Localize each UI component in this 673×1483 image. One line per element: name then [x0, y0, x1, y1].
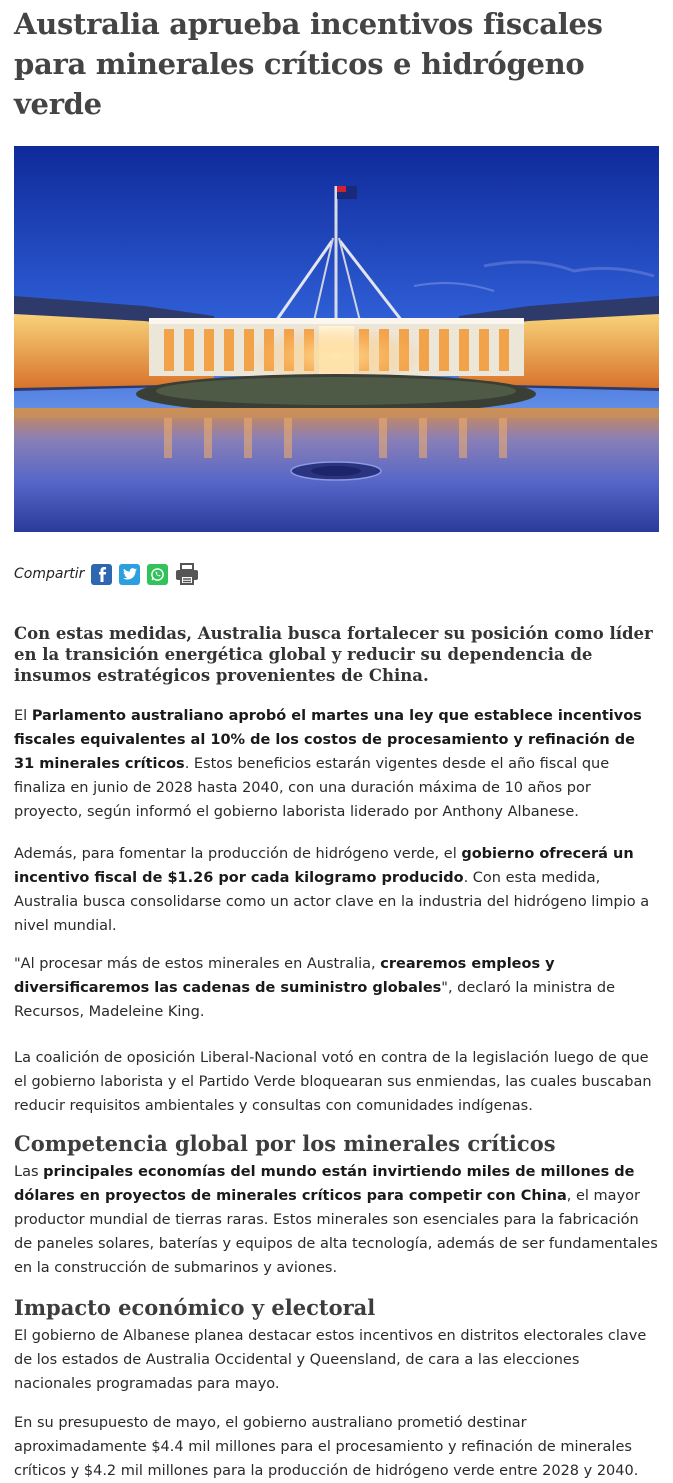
facebook-icon[interactable] [91, 564, 112, 585]
article-paragraph: La coalición de oposición Liberal-Nacional votó en contra de la legislación luego de que el gobierno laborista y el Partido Verde bloquearan sus enmiendas, las cuales buscaban reducir requisitos ambientales y consultas con comunidades indígenas. [14, 1050, 652, 1114]
share-label: Compartir [14, 566, 85, 582]
section-heading: Competencia global por los minerales críticos [14, 1131, 556, 1156]
whatsapp-icon[interactable] [147, 564, 168, 585]
share-bar [14, 561, 659, 587]
article-lead: Con estas medidas, Australia busca fortalecer su posición como líder en la transición energética global y reducir su dependencia de insumos estratégicos provenientes de China. [14, 624, 653, 685]
article-paragraph: El gobierno de Albanese planea destacar estos incentivos en distritos electorales clave de los estados de Australia Occidental y Queensland, de cara a las elecciones nacionales programadas para mayo. [14, 1328, 647, 1392]
article-title: Australia aprueba incentivos fiscales para minerales críticos e hidrógeno verde [14, 7, 603, 121]
article-paragraph: Además, para fomentar la producción de hidrógeno verde, el gobierno ofrecerá un incentivo fiscal de $1.26 por cada kilogramo producido. Con esta medida, Australia busca consolidarse como un actor clave en la industria del hidrógeno limpio a nivel mundial. [14, 846, 650, 934]
twitter-icon[interactable] [119, 564, 140, 585]
article-paragraph: Las principales economías del mundo están invirtiendo miles de millones de dólares en proyectos de minerales críticos para competir con China, el mayor productor mundial de tierras raras. Estos minerales son esenciales para la fabricación de paneles solares, baterías y equipos de alta tecnología, además de ser fundamentales en la construcción de submarinos y aviones. [14, 1164, 658, 1276]
article-paragraph: El Parlamento australiano aprobó el martes una ley que establece incentivos fiscales equivalentes al 10% de los costos de procesamiento y refinación de 31 minerales críticos. Estos beneficios estarán vigentes desde el año fiscal que finaliza en junio de 2028 hasta 2040, con una duración máxima de 10 años por proyecto, según informó el gobierno laborista liderado por Anthony Albanese. [14, 708, 642, 820]
hero-image [14, 146, 659, 532]
article-paragraph: En su presupuesto de mayo, el gobierno australiano prometió destinar aproximadamente $4.4 mil millones para el procesamiento y refinación de minerales críticos y $4.2 mil millones para la producción de hidrógeno verde entre 2028 y 2040. [14, 1415, 639, 1479]
article-quote: "Al procesar más de estos minerales en Australia, crearemos empleos y diversificaremos las cadenas de suministro globales", declaró la ministra de Recursos, Madeleine King. [14, 956, 616, 1020]
article [0, 4, 673, 1479]
section-heading: Impacto económico y electoral [14, 1295, 376, 1320]
print-icon[interactable] [175, 564, 199, 585]
